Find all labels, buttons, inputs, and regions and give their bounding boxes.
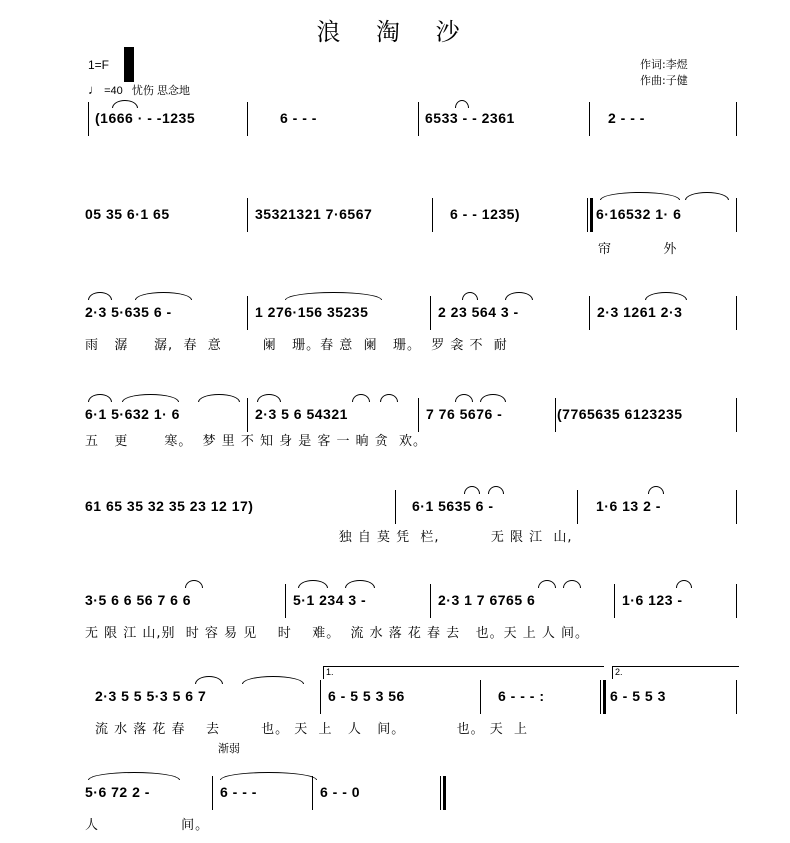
- song-title: 浪 淘 沙: [316, 18, 474, 46]
- lyricist-credit: 作词:李煜: [640, 58, 688, 71]
- composer-credit: 作曲:子健: [640, 74, 688, 87]
- measure: 6533 - - 2361: [425, 110, 515, 126]
- lyrics-line: 帘 外: [598, 242, 678, 257]
- measure: 5·1 234 3 -: [293, 592, 367, 608]
- quarter-note-icon: ♩: [88, 82, 101, 97]
- expression-text: 忧伤 思念地: [131, 85, 190, 97]
- measure: 2·3 1261 2·3: [597, 304, 683, 320]
- measure: 2·3 5·635 6 -: [85, 304, 172, 320]
- measure: 6·1 5635 6 -: [412, 498, 494, 514]
- volta-bracket-1: 1.: [323, 666, 604, 679]
- volta-bracket-2: 2.: [612, 666, 739, 679]
- measure: 6 - - 1235): [450, 206, 521, 222]
- measure: 1 276·156 35235: [255, 304, 369, 320]
- tempo-marking: [88, 82, 190, 98]
- measure: 6 - - -: [220, 784, 257, 800]
- measure: 5·6 72 2 -: [85, 784, 150, 800]
- measure: 7 76 5676 -: [426, 406, 503, 422]
- measure: 2·3 5 6 54321: [255, 406, 348, 422]
- measure: 35321321 7·6567: [255, 206, 373, 222]
- tempo-value: =40: [104, 85, 123, 97]
- measure: (1666 · - -1235: [95, 110, 196, 126]
- measure: 6 - 5 5 3 56: [328, 688, 405, 704]
- lyrics-line: 人 间。: [85, 818, 210, 833]
- measure: 6 - 5 5 3: [610, 688, 666, 704]
- measure: 05 35 6·1 65: [85, 206, 170, 222]
- dynamic-marking: 渐弱: [218, 742, 240, 755]
- lyrics-line: 流 水 落 花 春 去 也。 天 上 人 间。 也。 天 上: [95, 722, 529, 737]
- lyrics-line: 无 限 江 山,别 时 容 易 见 时 难。 流 水 落 花 春 去 也。天 上 人 间。: [85, 626, 589, 641]
- measure: 2·3 1 7 6765 6: [438, 592, 536, 608]
- measure: 2·3 5 5 5·3 5 6 7: [95, 688, 207, 704]
- measure: (7765635 6123235: [557, 406, 683, 422]
- key-signature: 1=F: [88, 58, 110, 72]
- measure: 2 - - -: [608, 110, 645, 126]
- lyrics-line: 独 自 莫 凭 栏, 无 限 江 山,: [0, 530, 573, 545]
- measure: 6 - - -: [280, 110, 317, 126]
- lyrics-line: 五 更 寒。 梦 里 不 知 身 是 客 一 晌 贪 欢。: [85, 434, 428, 449]
- measure: 1·6 13 2 -: [596, 498, 661, 514]
- lyrics-line: 雨 潺 潺, 春 意 阑 珊。春 意 阑 珊。 罗 衾 不 耐: [85, 338, 508, 353]
- measure: 6 - - 0: [320, 784, 361, 800]
- measure: 6·16532 1· 6: [596, 206, 682, 222]
- measure: 3·5 6 6 56 7 6 6: [85, 592, 192, 608]
- measure: 61 65 35 32 35 23 12 17): [85, 498, 254, 514]
- measure: 2 23 564 3 -: [438, 304, 519, 320]
- measure: 6 - - - :: [498, 688, 545, 704]
- measure: 6·1 5·632 1· 6: [85, 406, 180, 422]
- time-signature: [124, 46, 131, 74]
- measure: 1·6 123 -: [622, 592, 683, 608]
